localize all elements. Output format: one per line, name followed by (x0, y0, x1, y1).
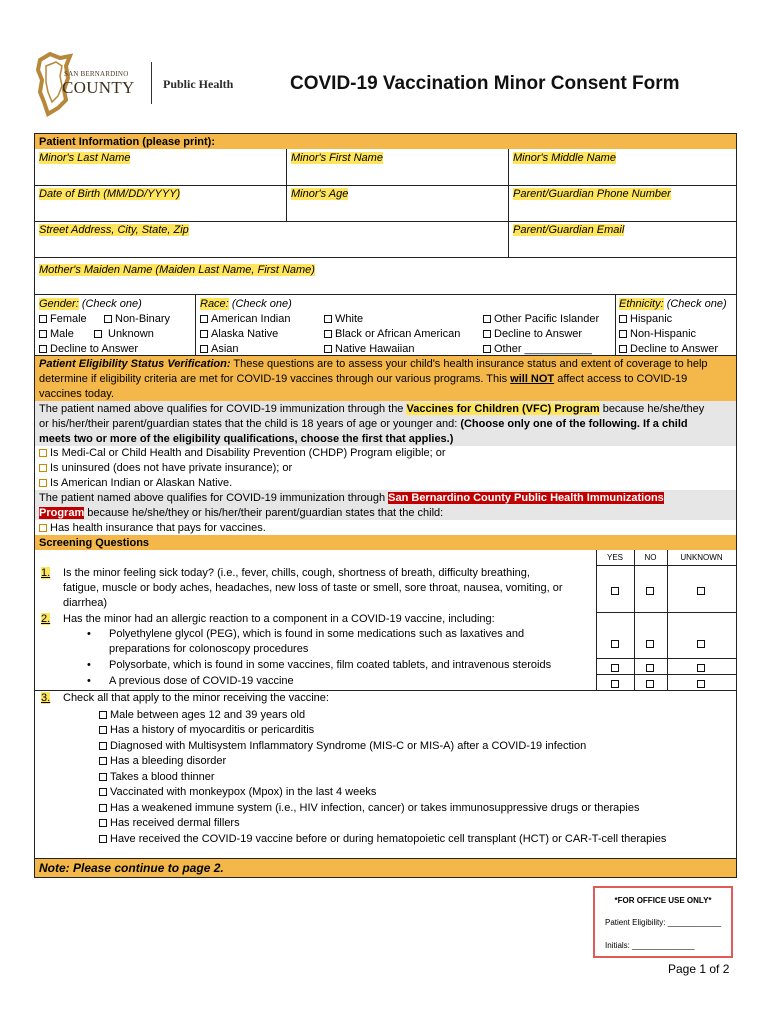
office-initials[interactable]: Initials: ______________ (605, 941, 695, 950)
q2b-no-checkbox[interactable] (646, 662, 657, 674)
gender-option-unknown[interactable]: Unknown (94, 327, 154, 341)
q2-bullet-peg-1: • Polyethylene glycol (PEG), which is found in some medications such as laxatives and (109, 627, 524, 641)
address-label: Street Address, City, State, Zip (39, 224, 189, 236)
gender-hint: (Check one) (81, 298, 142, 310)
vfc-option-uninsured[interactable]: Is uninsured (does not have private insurance); or (39, 461, 292, 475)
race-label: Race: (200, 298, 229, 310)
q1-text-1: Is the minor feeling sick today? (i.e., fever, chills, cough, shortness of breath, difficulty breathing, (63, 567, 530, 579)
col-yes: YES (606, 553, 623, 562)
ethnicity-option-hispanic[interactable]: Hispanic (619, 312, 672, 326)
q2-number: 2. (41, 613, 51, 625)
age-label: Minor's Age (291, 188, 349, 200)
q3-option-mis[interactable]: Diagnosed with Multisystem Inflammatory Syndrome (MIS-C or MIS-A) after a COVID-19 infection (99, 739, 586, 753)
race-option-asian[interactable]: Asian (200, 342, 239, 356)
race-option-american-indian[interactable]: American Indian (200, 312, 291, 326)
q3-option-blood-thinner[interactable]: Takes a blood thinner (99, 770, 215, 784)
q2b-yes-checkbox[interactable] (611, 662, 622, 674)
office-eligibility[interactable]: Patient Eligibility: ____________ (605, 918, 722, 927)
gender-option-nonbinary[interactable]: Non-Binary (104, 312, 170, 326)
maiden-name-label: Mother's Maiden Name (Maiden Last Name, First Name) (39, 264, 315, 276)
office-use-box (593, 886, 733, 958)
q1-no-checkbox[interactable] (646, 585, 657, 597)
q3-text: Check all that apply to the minor receiving the vaccine: (63, 692, 329, 704)
continue-note: Note: Please continue to page 2. (39, 861, 224, 875)
gender-option-female[interactable]: Female (39, 312, 87, 326)
q3-option-immune[interactable]: Has a weakened immune system (i.e., HIV infection, cancer) or takes immunosuppressive drugs or therapies (99, 801, 639, 815)
eligibility-intro-line1: Patient Eligibility Status Verification: These questions are to assess your child's health insurance status and extent of coverage to help (39, 358, 708, 370)
q2-bullet-previous-dose: • A previous dose of COVID-19 vaccine (109, 674, 294, 688)
page-number: Page 1 of 2 (668, 962, 730, 976)
q2b-unknown-checkbox[interactable] (697, 662, 708, 674)
screening-title: Screening Questions (39, 537, 150, 549)
q2c-no-checkbox[interactable] (646, 678, 657, 690)
q2c-unknown-checkbox[interactable] (697, 678, 708, 690)
header-divider (151, 62, 152, 104)
dob-label: Date of Birth (MM/DD/YYYY) (39, 188, 181, 200)
name-row-fields[interactable] (35, 149, 736, 185)
vfc-option-american-indian[interactable]: Is American Indian or Alaskan Native. (39, 476, 232, 490)
guardian-phone-label: Parent/Guardian Phone Number (513, 188, 671, 200)
q3-number: 3. (41, 692, 51, 704)
gender-option-male[interactable]: Male (39, 327, 74, 341)
ethnicity-option-decline[interactable]: Decline to Answer (619, 342, 718, 356)
race-option-native-hawaiian[interactable]: Native Hawaiian (324, 342, 414, 356)
eligibility-intro-line2: determine if eligibility criteria are met for COVID-19 vaccines through our various programs. This will NOT affect access to COVID-19 (39, 373, 688, 385)
q2a-yes-checkbox[interactable] (611, 638, 622, 650)
sb-option-insurance[interactable]: Has health insurance that pays for vaccines. (39, 521, 266, 535)
race-option-alaska-native[interactable]: Alaska Native (200, 327, 278, 341)
q2-text: Has the minor had an allergic reaction to a component in a COVID-19 vaccine, including: (63, 613, 495, 625)
sb-line1: The patient named above qualifies for COVID-19 immunization through San Bernardino County Public Health Immunizations (39, 492, 664, 504)
county-logo (36, 52, 158, 118)
ethnicity-label: Ethnicity: (619, 298, 664, 310)
form-title: COVID-19 Vaccination Minor Consent Form (290, 73, 680, 94)
last-name-label: Minor's Last Name (39, 152, 131, 164)
q3-option-dermal-fillers[interactable]: Has received dermal fillers (99, 816, 240, 830)
office-title: *FOR OFFICE USE ONLY* (614, 896, 712, 905)
q1-unknown-checkbox[interactable] (697, 585, 708, 597)
col-no: NO (644, 553, 657, 562)
county-top-text: SAN BERNARDINO (64, 70, 129, 78)
gender-option-decline[interactable]: Decline to Answer (39, 342, 138, 356)
col-unknown: UNKNOWN (680, 553, 723, 562)
q2a-unknown-checkbox[interactable] (697, 638, 708, 650)
gender-label: Gender: (39, 298, 79, 310)
race-option-black[interactable]: Black or African American (324, 327, 460, 341)
race-option-white[interactable]: White (324, 312, 363, 326)
consent-form (34, 133, 737, 859)
county-main-text: COUNTY (62, 78, 135, 97)
patient-info-title: Patient Information (please print): (39, 136, 216, 148)
q3-option-male-12-39[interactable]: Male between ages 12 and 39 years old (99, 708, 305, 722)
department-name: Public Health (163, 77, 234, 91)
middle-name-label: Minor's Middle Name (513, 152, 616, 164)
ethnicity-option-non-hispanic[interactable]: Non-Hispanic (619, 327, 696, 341)
race-option-decline[interactable]: Decline to Answer (483, 327, 582, 341)
q3-option-mpox[interactable]: Vaccinated with monkeypox (Mpox) in the last 4 weeks (99, 785, 376, 799)
q3-option-hct[interactable]: Have received the COVID-19 vaccine before or during hematopoietic cell transplant (HCT) or CAR-T-cell therapies (99, 832, 666, 846)
vfc-option-medi-cal[interactable]: Is Medi-Cal or Child Health and Disability Prevention (CHDP) Program eligible; or (39, 446, 446, 460)
q2-bullet-polysorbate: • Polysorbate, which is found in some vaccines, film coated tablets, and intravenous steroids (109, 658, 551, 672)
vfc-line3: meets two or more of the eligibility qualifications, choose the first that applies.) (39, 433, 454, 445)
race-option-pacific-islander[interactable]: Other Pacific Islander (483, 312, 599, 326)
eligibility-intro-line3: vaccines today. (39, 388, 115, 400)
q1-yes-checkbox[interactable] (611, 585, 622, 597)
q3-option-bleeding[interactable]: Has a bleeding disorder (99, 754, 226, 768)
guardian-email-label: Parent/Guardian Email (513, 224, 625, 236)
q2c-yes-checkbox[interactable] (611, 678, 622, 690)
first-name-label: Minor's First Name (291, 152, 383, 164)
q1-text-3: diarrhea) (63, 597, 108, 609)
sb-line2: Program because he/she/they or his/her/their parent/guardian states that the child: (39, 507, 444, 519)
q1-number: 1. (41, 567, 51, 579)
race-hint: (Check one) (231, 298, 292, 310)
ethnicity-hint: (Check one) (666, 298, 727, 310)
q2-bullet-peg-2: preparations for colonoscopy procedures (109, 643, 309, 655)
race-option-other[interactable]: Other ___________ (483, 342, 592, 356)
q2a-no-checkbox[interactable] (646, 638, 657, 650)
vfc-line1: The patient named above qualifies for COVID-19 immunization through the Vaccines for Children (VFC) Program because he/she/they (39, 403, 705, 415)
q1-text-2: fatigue, muscle or body aches, headaches, new loss of taste or smell, sore throat, nausea, vomiting, or (63, 582, 563, 594)
vfc-line2: or his/her/their parent/guardian states that the child is 18 years of age or younger and: (Choose only one of the following. If a child (39, 418, 688, 430)
q3-option-myocarditis[interactable]: Has a history of myocarditis or pericarditis (99, 723, 314, 737)
